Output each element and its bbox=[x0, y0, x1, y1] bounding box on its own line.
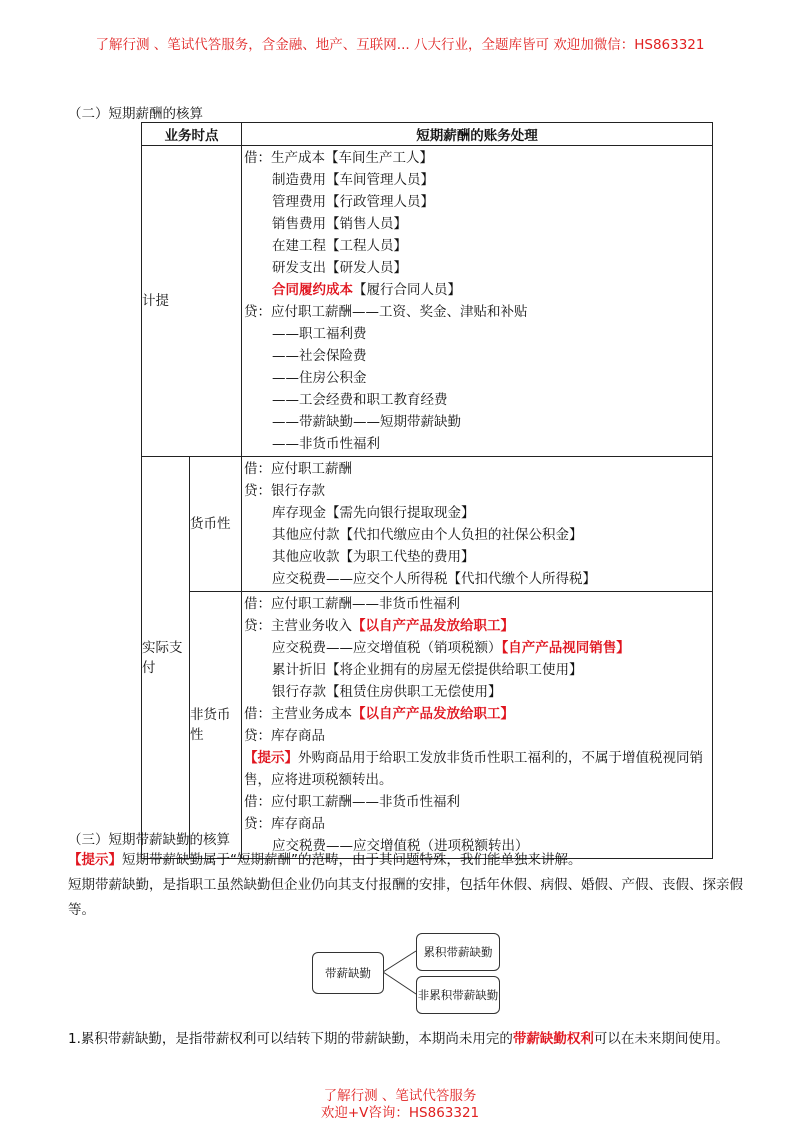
table-row-accrual bbox=[142, 146, 713, 457]
highlight-contract-cost: 合同履约成本 bbox=[272, 282, 353, 298]
entry-line: 借：应付职工薪酬 bbox=[244, 461, 352, 477]
entry-line bbox=[244, 703, 710, 725]
entry-line: 其他应收款【为职工代垫的费用】 bbox=[272, 549, 475, 565]
entry-line: 累计折旧【将企业拥有的房屋无偿提供给职工使用】 bbox=[272, 662, 583, 678]
entry-line: 在建工程【工程人员】 bbox=[272, 238, 407, 254]
entry-text: 【履行合同人员】 bbox=[353, 282, 461, 298]
entry-text: 应交税费——应交增值税（销项税额） bbox=[272, 640, 502, 656]
entry-line: ——带薪缺勤——短期带薪缺勤 bbox=[272, 414, 461, 430]
entry-line: 应交税费——应交个人所得税【代扣代缴个人所得税】 bbox=[272, 571, 596, 587]
highlight-text: 【以自产产品发放给职工】 bbox=[352, 706, 514, 722]
entry-line: 研发支出【研发人员】 bbox=[272, 260, 407, 276]
highlight-text: 【以自产产品发放给职工】 bbox=[352, 618, 514, 634]
promo-footer-line2: 欢迎+V咨询：HS863321 bbox=[320, 1105, 480, 1121]
entry-line bbox=[244, 615, 710, 637]
highlight-text: 带薪缺勤权利 bbox=[512, 1031, 594, 1047]
entry-line: 贷：库存商品 bbox=[244, 816, 325, 832]
entry-line: ——社会保险费 bbox=[272, 348, 367, 364]
item1-text: 1.累积带薪缺勤，是指带薪权利可以结转下期的带薪缺勤，本期尚未用完的 bbox=[68, 1031, 513, 1047]
entry-line: 贷：应付职工薪酬——工资、奖金、津贴和补贴 bbox=[244, 304, 528, 320]
promo-footer-line1: 了解行测 、笔试代答服务 bbox=[323, 1088, 477, 1104]
monetary-entries bbox=[242, 457, 712, 591]
entry-line-contract-cost bbox=[244, 279, 710, 301]
diagram-branch-accumulating: 累积带薪缺勤 bbox=[416, 933, 500, 971]
diagram-root-node: 带薪缺勤 bbox=[312, 952, 384, 994]
tip-text: 外购商品用于给职工发放非货币性职工福利的，不属于增值税视同销售，应将进项税额转出。 bbox=[244, 750, 703, 788]
accounting-table bbox=[141, 122, 713, 859]
entry-line: 贷：银行存款 bbox=[244, 483, 325, 499]
entry-line: 制造费用【车间管理人员】 bbox=[272, 172, 434, 188]
row-label-accrual: 计提 bbox=[142, 146, 242, 457]
header-business-time: 业务时点 bbox=[142, 123, 242, 146]
table-row-nonmonetary bbox=[142, 592, 713, 859]
entry-text: 借：主营业务成本 bbox=[244, 706, 352, 722]
entry-line: 银行存款【租赁住房供职工无偿使用】 bbox=[272, 684, 502, 700]
row-label-nonmonetary: 非货币性 bbox=[190, 592, 242, 859]
nonmonetary-entries bbox=[242, 592, 712, 858]
entry-line bbox=[244, 637, 710, 659]
tip-label: 【提示】 bbox=[68, 852, 122, 868]
entry-line: 借：应付职工薪酬——非货币性福利 bbox=[244, 596, 460, 612]
accrual-entries bbox=[242, 146, 712, 456]
entry-text: 贷：主营业务收入 bbox=[244, 618, 352, 634]
entry-line: 贷：库存商品 bbox=[244, 728, 325, 744]
definition-paragraph: 短期带薪缺勤，是指职工虽然缺勤但企业仍向其支付报酬的安排，包括年休假、病假、婚假、产假、丧假、探亲假等。 bbox=[68, 877, 743, 918]
tip-label: 【提示】 bbox=[244, 750, 298, 766]
entry-line: 借：应付职工薪酬——非货币性福利 bbox=[244, 794, 460, 810]
diagram-branch-non-accumulating: 非累积带薪缺勤 bbox=[416, 976, 500, 1014]
entry-line: ——非货币性福利 bbox=[272, 436, 380, 452]
highlight-text: 【自产产品视同销售】 bbox=[501, 640, 630, 656]
entry-line: 销售费用【销售人员】 bbox=[272, 216, 407, 232]
section-title-paid-absence: （三）短期带薪缺勤的核算 bbox=[68, 832, 230, 848]
entry-line: 库存现金【需先向银行提取现金】 bbox=[272, 505, 475, 521]
entry-line: 借：生产成本【车间生产工人】 bbox=[244, 150, 433, 166]
entry-line: ——职工福利费 bbox=[272, 326, 367, 342]
table-row-monetary bbox=[142, 457, 713, 592]
item1-text-end: 可以在未来期间使用。 bbox=[593, 1031, 729, 1047]
tip-paragraph bbox=[68, 848, 748, 873]
row-label-monetary: 货币性 bbox=[190, 457, 242, 592]
table-header-row bbox=[142, 123, 713, 146]
promo-header: 了解行测 、笔试代答服务，含金融、地产、互联网... 八大行业，全题库皆可 欢迎加微信：HS863321 bbox=[95, 37, 705, 53]
entry-line: 应交税费——应交增值税（进项税额转出） bbox=[272, 838, 529, 854]
row-label-actual-payment: 实际支付 bbox=[142, 457, 190, 859]
item1-paragraph bbox=[68, 1027, 748, 1052]
header-accounting-treatment: 短期薪酬的账务处理 bbox=[242, 123, 713, 146]
entry-line: ——住房公积金 bbox=[272, 370, 367, 386]
tip-note bbox=[244, 747, 710, 791]
entry-line: 管理费用【行政管理人员】 bbox=[272, 194, 434, 210]
section-title-short-term-pay: （二）短期薪酬的核算 bbox=[68, 106, 203, 122]
tip-text: 短期带薪缺勤属于“短期薪酬”的范畴，由于其问题特殊，我们能单独来讲解。 bbox=[122, 852, 582, 868]
entry-line: ——工会经费和职工教育经费 bbox=[272, 392, 448, 408]
entry-line: 其他应付款【代扣代缴应由个人负担的社保公积金】 bbox=[272, 527, 583, 543]
